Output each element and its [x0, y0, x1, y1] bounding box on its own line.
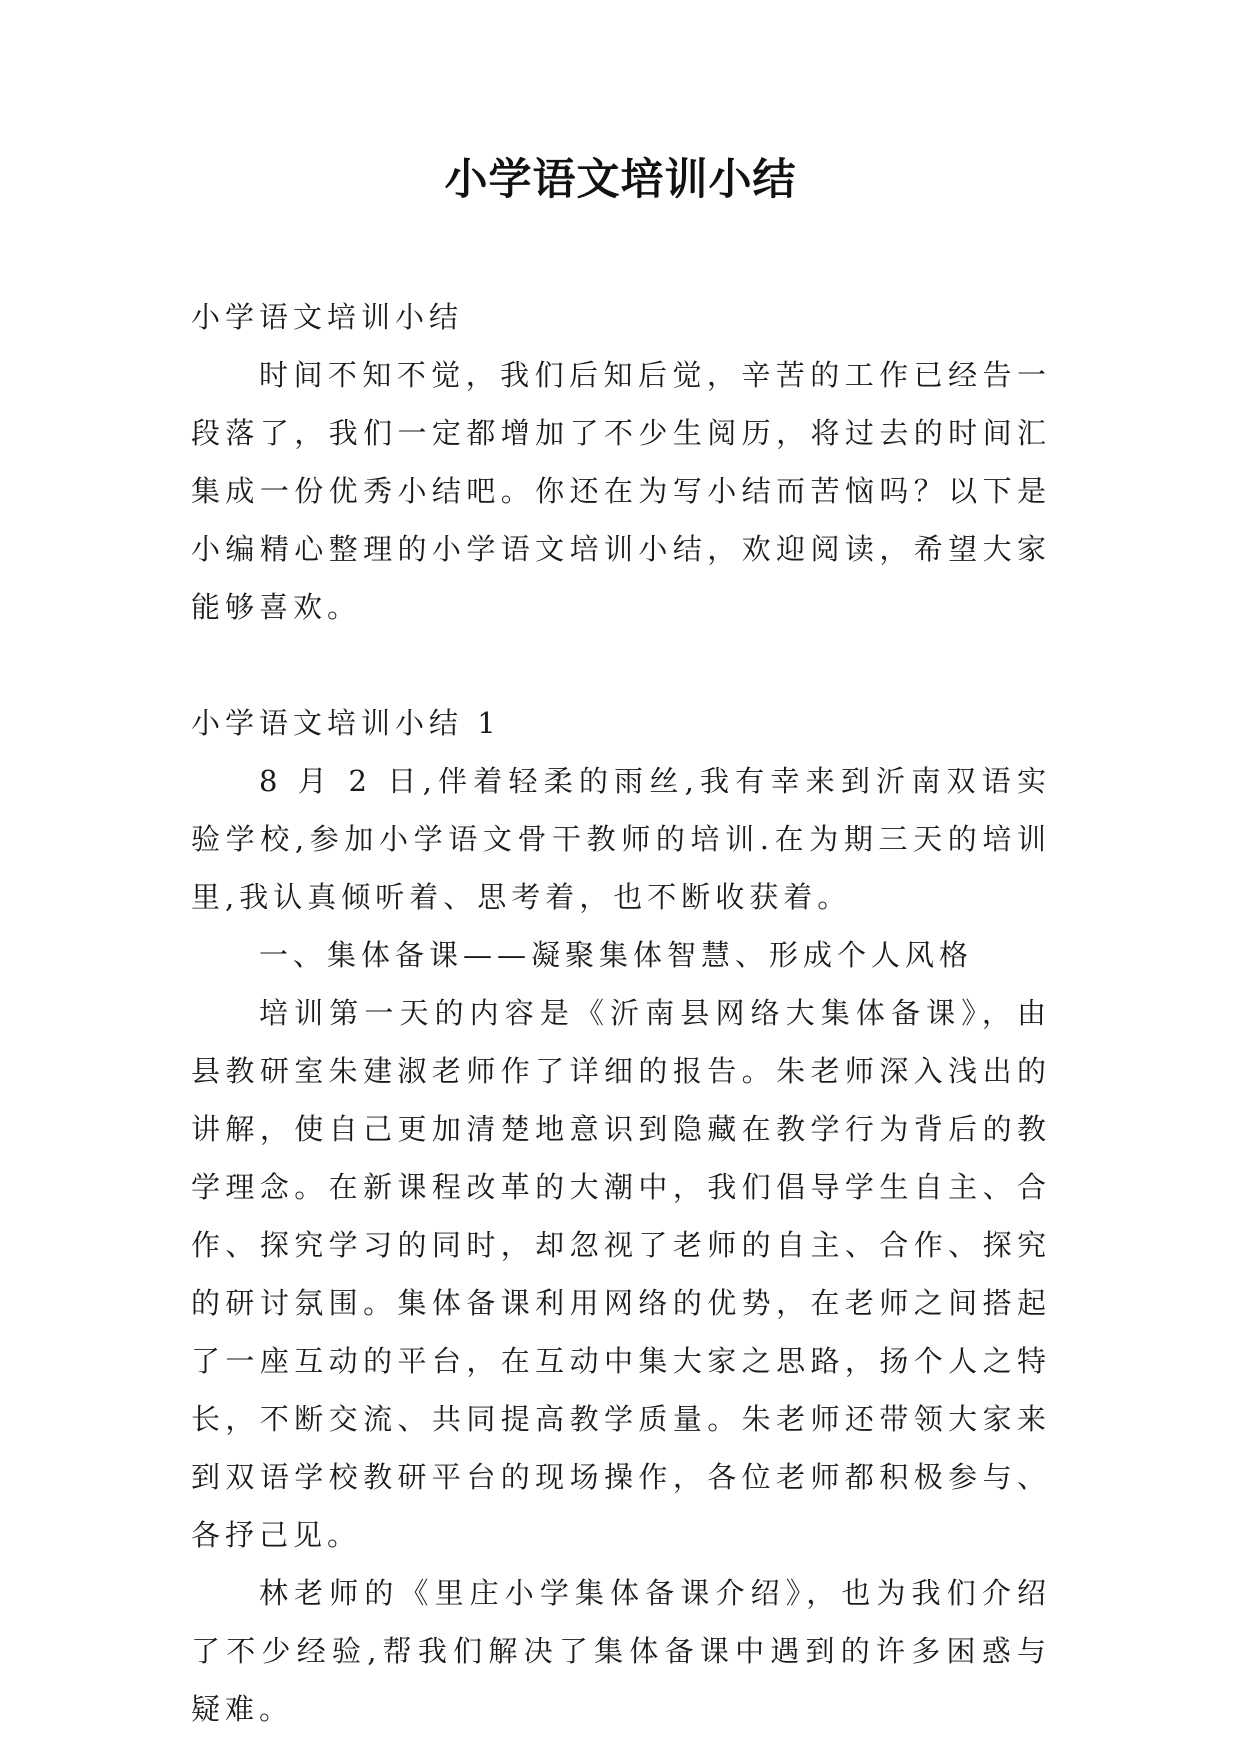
document-body	[191, 288, 1051, 1738]
paragraph-spacer	[191, 636, 1051, 694]
subsection-heading: 一、集体备课——凝聚集体智慧、形成个人风格	[259, 938, 974, 972]
intro-heading: 小学语文培训小结	[191, 300, 464, 334]
intro-paragraph: 时间不知不觉，我们后知后觉，辛苦的工作已经告一段落了，我们一定都增加了不少生阅历，将过去的时间汇集成一份优秀小结吧。你还在为写小结而苦恼吗？以下是小编精心整理的小学语文培训小结，欢迎阅读，希望大家能够喜欢。	[191, 358, 1051, 624]
body-paragraph: 林老师的《里庄小学集体备课介绍》，也为我们介绍了不少经验,帮我们解决了集体备课中遇到的许多困惑与疑难。	[191, 1576, 1051, 1726]
body-paragraph: 培训第一天的内容是《沂南县网络大集体备课》，由县教研室朱建淑老师作了详细的报告。朱老师深入浅出的讲解，使自己更加清楚地意识到隐藏在教学行为背后的教学理念。在新课程改革的大潮中，我们倡导学生自主、合作、探究学习的同时，却忽视了老师的自主、合作、探究的研讨氛围。集体备课利用网络的优势，在老师之间搭起了一座互动的平台，在互动中集大家之思路，扬个人之特长，不断交流、共同提高教学质量。朱老师还带领大家来到双语学校教研平台的现场操作，各位老师都积极参与、各抒己见。	[191, 996, 1051, 1552]
document-title: 小学语文培训小结	[444, 155, 797, 205]
body-paragraph: 8 月 2 日,伴着轻柔的雨丝,我有幸来到沂南双语实验学校,参加小学语文骨干教师的培训.在为期三天的培训里,我认真倾听着、思考着，也不断收获着。	[191, 764, 1051, 914]
section-heading: 小学语文培训小结 1	[191, 706, 501, 740]
